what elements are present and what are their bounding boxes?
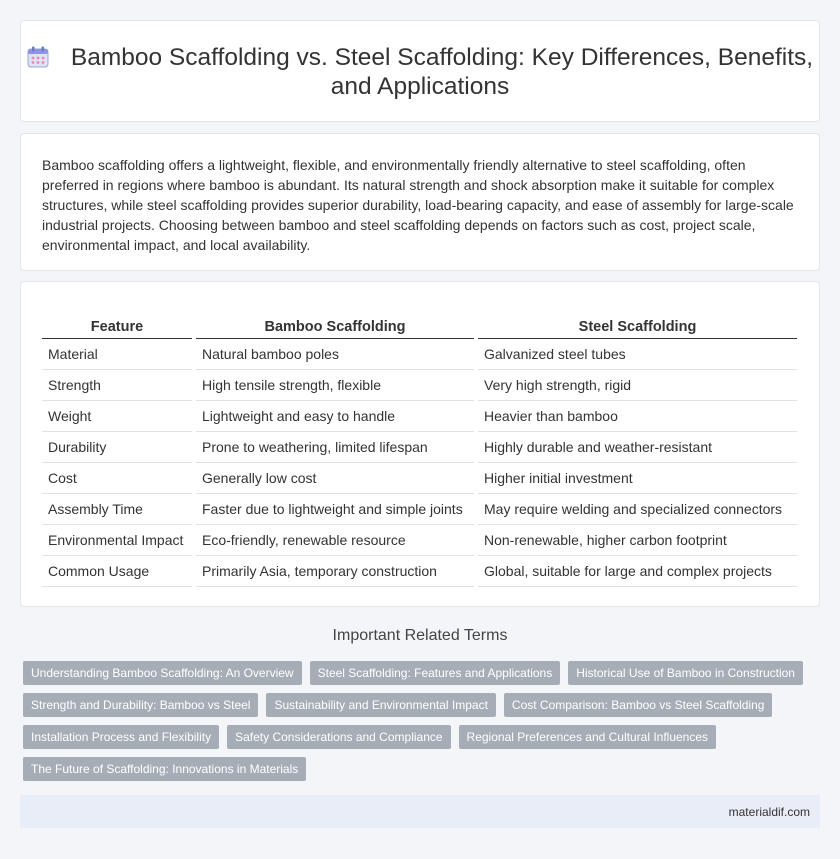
cell-steel: Very high strength, rigid xyxy=(478,370,797,401)
cell-feature: Strength xyxy=(42,370,192,401)
table-row xyxy=(42,339,797,370)
cell-bamboo: Faster due to lightweight and simple joints xyxy=(196,494,474,525)
table-row xyxy=(42,525,797,556)
table-body xyxy=(42,339,797,587)
cell-feature: Durability xyxy=(42,432,192,463)
cell-bamboo: Generally low cost xyxy=(196,463,474,494)
related-term-tag[interactable]: Installation Process and Flexibility xyxy=(23,725,219,749)
cell-steel: Non-renewable, higher carbon footprint xyxy=(478,525,797,556)
cell-bamboo: Prone to weathering, limited lifespan xyxy=(196,432,474,463)
related-term-tag[interactable]: Cost Comparison: Bamboo vs Steel Scaffolding xyxy=(504,693,773,717)
related-terms-list xyxy=(23,661,813,781)
comparison-card xyxy=(20,281,820,607)
table-row xyxy=(42,432,797,463)
cell-steel: Higher initial investment xyxy=(478,463,797,494)
related-term-tag[interactable]: Strength and Durability: Bamboo vs Steel xyxy=(23,693,258,717)
page-title-wrap xyxy=(21,43,819,101)
calendar-icon xyxy=(27,46,49,68)
table-row xyxy=(42,401,797,432)
cell-steel: Heavier than bamboo xyxy=(478,401,797,432)
intro-card xyxy=(20,133,820,271)
table-row xyxy=(42,494,797,525)
cell-bamboo: High tensile strength, flexible xyxy=(196,370,474,401)
cell-bamboo: Natural bamboo poles xyxy=(196,339,474,370)
column-header-steel: Steel Scaffolding xyxy=(478,316,797,339)
footer-site: materialdif.com xyxy=(728,805,810,819)
column-header-bamboo: Bamboo Scaffolding xyxy=(196,316,474,339)
cell-feature: Common Usage xyxy=(42,556,192,587)
cell-steel: Galvanized steel tubes xyxy=(478,339,797,370)
related-term-tag[interactable]: Regional Preferences and Cultural Influences xyxy=(459,725,716,749)
cell-bamboo: Primarily Asia, temporary construction xyxy=(196,556,474,587)
related-term-tag[interactable]: Historical Use of Bamboo in Construction xyxy=(568,661,803,685)
title-card xyxy=(20,20,820,122)
column-header-feature: Feature xyxy=(42,316,192,339)
cell-bamboo: Lightweight and easy to handle xyxy=(196,401,474,432)
related-terms-title: Important Related Terms xyxy=(332,627,508,644)
cell-feature: Cost xyxy=(42,463,192,494)
table-row xyxy=(42,463,797,494)
cell-bamboo: Eco-friendly, renewable resource xyxy=(196,525,474,556)
cell-steel: Global, suitable for large and complex projects xyxy=(478,556,797,587)
cell-feature: Environmental Impact xyxy=(42,525,192,556)
related-term-tag[interactable]: Safety Considerations and Compliance xyxy=(227,725,450,749)
table-row xyxy=(42,556,797,587)
table-row xyxy=(42,370,797,401)
intro-paragraph: Bamboo scaffolding offers a lightweight, flexible, and environmentally friendly alternative to steel scaffolding, often preferred in regions where bamboo is abundant. Its natural strength and shock absorption make it suitable for complex structures, while steel scaffolding provides superior durability, load-bearing capacity, and ease of assembly for large-scale industrial projects. Choosing between bamboo and steel scaffolding depends on factors such as cost, project scale, environmental impact, and local availability. xyxy=(42,157,794,253)
related-term-tag[interactable]: Understanding Bamboo Scaffolding: An Overview xyxy=(23,661,302,685)
related-term-tag[interactable]: Steel Scaffolding: Features and Applications xyxy=(310,661,561,685)
cell-steel: May require welding and specialized connectors xyxy=(478,494,797,525)
related-term-tag[interactable]: The Future of Scaffolding: Innovations in Materials xyxy=(23,757,306,781)
table-header-row xyxy=(42,316,797,339)
cell-steel: Highly durable and weather-resistant xyxy=(478,432,797,463)
comparison-table xyxy=(42,316,797,587)
footer xyxy=(20,795,820,828)
page-title: Bamboo Scaffolding vs. Steel Scaffolding: Key Differences, Benefits, and Applications xyxy=(70,44,814,100)
cell-feature: Weight xyxy=(42,401,192,432)
related-term-tag[interactable]: Sustainability and Environmental Impact xyxy=(266,693,495,717)
cell-feature: Material xyxy=(42,339,192,370)
cell-feature: Assembly Time xyxy=(42,494,192,525)
